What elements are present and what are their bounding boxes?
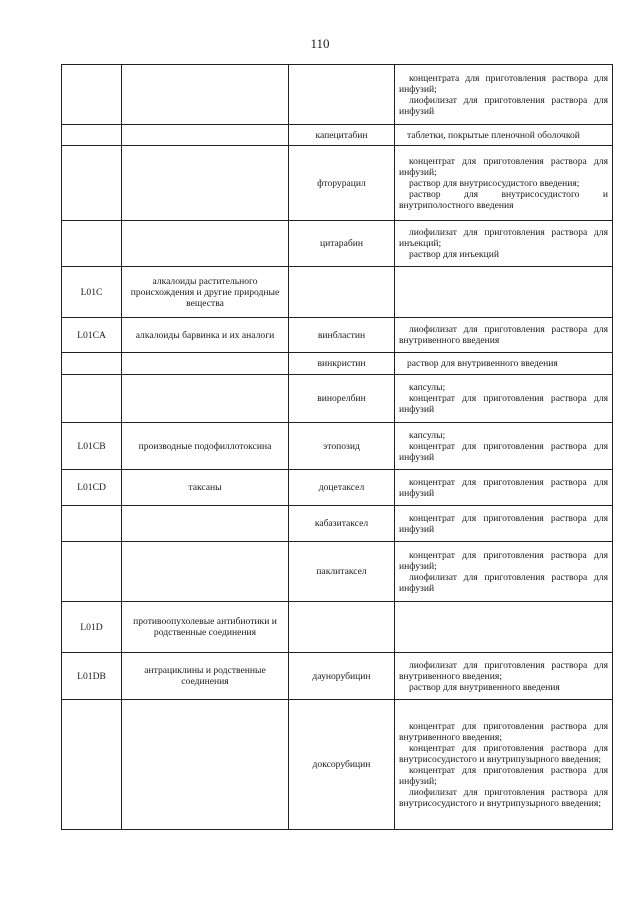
dosage-form: капсулы; xyxy=(409,382,446,393)
dosage-form: лиофилизат для приготовления раствора для инъекций; xyxy=(399,227,608,249)
dosage-form: концентрат для приготовления раствора для внутрисосудистого и внутрипузырного введения; xyxy=(399,742,608,765)
atc-code xyxy=(62,375,122,423)
atc-code xyxy=(62,146,122,221)
group-name xyxy=(122,146,289,221)
dosage-forms xyxy=(395,602,613,653)
drug-name: паклитаксел xyxy=(289,542,395,602)
dosage-forms xyxy=(395,353,613,375)
group-name: антрациклины и родственные соединения xyxy=(122,653,289,700)
group-name: таксаны xyxy=(122,470,289,506)
table-row xyxy=(62,375,613,423)
dosage-forms xyxy=(395,125,613,146)
group-name: алкалоиды барвинка и их аналоги xyxy=(122,318,289,353)
dosage-form: концентрата для приготовления раствора для инфузий; xyxy=(399,72,608,95)
dosage-form: концентрат для приготовления раствора для инфузий xyxy=(399,512,608,535)
dosage-forms xyxy=(395,470,613,506)
table-row xyxy=(62,353,613,375)
atc-code xyxy=(62,65,122,125)
dosage-form: раствор для внутрисосудистого и внутриполостного введения xyxy=(399,188,608,211)
drug-name xyxy=(289,65,395,125)
dosage-form: раствор для внутривенного введения xyxy=(407,358,558,369)
drug-name: доцетаксел xyxy=(289,470,395,506)
atc-code: L01CD xyxy=(62,470,122,506)
drug-name: цитарабин xyxy=(289,221,395,267)
atc-code: L01D xyxy=(62,602,122,653)
drug-name: фторурацил xyxy=(289,146,395,221)
dosage-form: концентрат для приготовления раствора для инфузий; xyxy=(399,764,608,787)
group-name xyxy=(122,375,289,423)
atc-code: L01DB xyxy=(62,653,122,700)
table-row xyxy=(62,423,613,470)
dosage-form: лиофилизат для приготовления раствора для внутривенного введения; xyxy=(399,659,608,682)
drug-name: доксорубицин xyxy=(289,700,395,830)
drug-name: кабазитаксел xyxy=(289,506,395,542)
dosage-forms xyxy=(395,506,613,542)
dosage-form: таблетки, покрытые пленочной оболочкой xyxy=(407,129,580,141)
dosage-forms xyxy=(395,423,613,470)
group-name xyxy=(122,353,289,375)
dosage-form: раствор для инъекций xyxy=(409,249,499,260)
drug-name: винбластин xyxy=(289,318,395,353)
table-row xyxy=(62,506,613,542)
table-row xyxy=(62,653,613,700)
group-name xyxy=(122,700,289,830)
group-name xyxy=(122,65,289,125)
table-row xyxy=(62,602,613,653)
atc-code: L01CA xyxy=(62,318,122,353)
dosage-form: лиофилизат для приготовления раствора для внутрисосудистого и внутрипузырного введения; xyxy=(399,786,608,809)
dosage-forms xyxy=(395,375,613,423)
dosage-form: концентрат для приготовления раствора для инфузий xyxy=(399,440,608,463)
atc-code xyxy=(62,353,122,375)
dosage-forms xyxy=(395,65,613,125)
drug-name: даунорубицин xyxy=(289,653,395,700)
dosage-form: концентрат для приготовления раствора для инфузий xyxy=(399,476,608,499)
group-name xyxy=(122,542,289,602)
dosage-form: капсулы; xyxy=(409,429,446,441)
page-number: 110 xyxy=(310,36,330,51)
atc-code xyxy=(62,700,122,830)
dosage-forms xyxy=(395,146,613,221)
dosage-forms xyxy=(395,267,613,318)
table-row xyxy=(62,318,613,353)
group-name: алкалоиды растительного происхождения и другие природные вещества xyxy=(122,267,289,318)
atc-code xyxy=(62,221,122,267)
atc-code xyxy=(62,125,122,146)
drug-name: капецитабин xyxy=(289,125,395,146)
dosage-forms xyxy=(395,221,613,267)
group-name xyxy=(122,221,289,267)
group-name xyxy=(122,506,289,542)
atc-code xyxy=(62,506,122,542)
table-row xyxy=(62,470,613,506)
table-row xyxy=(62,700,613,830)
dosage-form: лиофилизат для приготовления раствора для инфузий xyxy=(399,571,608,594)
dosage-form: концентрат для приготовления раствора для инфузий; xyxy=(399,549,608,572)
table-row xyxy=(62,146,613,221)
drug-table xyxy=(61,64,613,830)
table-row xyxy=(62,125,613,146)
table-row xyxy=(62,267,613,318)
drug-name: этопозид xyxy=(289,423,395,470)
group-name: противоопухолевые антибиотики и родственные соединения xyxy=(122,602,289,653)
dosage-form: концентрат для приготовления раствора для внутривенного введения; xyxy=(399,720,608,743)
drug-name: винкристин xyxy=(289,353,395,375)
dosage-forms xyxy=(395,318,613,353)
drug-name: винорелбин xyxy=(289,375,395,423)
dosage-forms xyxy=(395,700,613,830)
atc-code xyxy=(62,542,122,602)
drug-name xyxy=(289,602,395,653)
table-row xyxy=(62,542,613,602)
dosage-form: концентрат для приготовления раствора для инфузий; xyxy=(399,155,608,178)
drug-name xyxy=(289,267,395,318)
dosage-form: концентрат для приготовления раствора для инфузий xyxy=(399,393,608,415)
dosage-forms xyxy=(395,542,613,602)
group-name xyxy=(122,125,289,146)
dosage-form: раствор для внутривенного введения xyxy=(409,681,560,693)
atc-code: L01C xyxy=(62,267,122,318)
table-row xyxy=(62,221,613,267)
table-row xyxy=(62,65,613,125)
dosage-forms xyxy=(395,653,613,700)
dosage-form: лиофилизат для приготовления раствора для инфузий xyxy=(399,94,608,117)
dosage-form: лиофилизат для приготовления раствора для внутривенного введения xyxy=(399,324,608,346)
group-name: производные подофиллотоксина xyxy=(122,423,289,470)
dosage-form: раствор для внутрисосудистого введения; xyxy=(409,177,580,189)
atc-code: L01CB xyxy=(62,423,122,470)
